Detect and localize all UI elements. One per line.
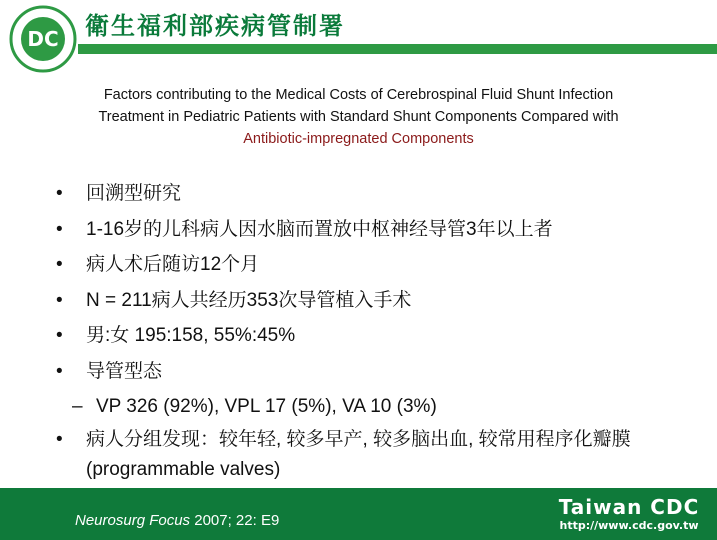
sub-bullet-text: VP 326 (92%), VPL 17 (5%), VA 10 (3%) — [96, 396, 437, 417]
bullet-marker: • — [56, 289, 63, 311]
bullet-marker: • — [56, 428, 63, 450]
slide-header — [0, 0, 717, 62]
logo-letters: DC — [27, 27, 59, 51]
org-name: 衛生福利部疾病管制署 — [85, 12, 345, 40]
citation-rest: 2007; 22: E9 — [190, 512, 280, 529]
bullet-item — [56, 283, 696, 319]
bullet-text: 病人分组发现：较年轻, 较多早产, 较多脑出血, 较常用程序化瓣膜(programmable valves) — [86, 428, 631, 480]
bullet-item — [56, 212, 696, 248]
citation-journal: Neurosurg Focus — [75, 512, 191, 529]
bullet-list — [56, 176, 696, 485]
bullet-text: 病人术后随访12个月 — [86, 254, 260, 275]
bullet-text: 男:女 195:158, 55%:45% — [86, 325, 296, 346]
cdc-logo-icon — [8, 4, 78, 74]
bullet-item — [56, 318, 696, 354]
bullet-marker: • — [56, 360, 63, 382]
bullet-marker: • — [56, 183, 63, 204]
brand-url: http://www.cdc.gov.tw — [559, 519, 699, 532]
bullet-text: 回溯型研究 — [86, 183, 182, 204]
bullet-text: 1-16岁的儿科病人因水脑而置放中枢神经导管3年以上者 — [86, 218, 553, 240]
bullet-text: N = 211病人共经历353次导管植入手术 — [86, 289, 412, 311]
bullet-text: 导管型态 — [86, 360, 163, 382]
brand-block — [547, 495, 711, 535]
bullet-item — [56, 247, 696, 283]
bullet-item — [56, 176, 696, 212]
header-rule — [78, 44, 717, 54]
bullet-marker: • — [56, 254, 63, 275]
title-line-3: Antibiotic-impregnated Components — [243, 131, 474, 147]
bullet-marker: • — [56, 218, 63, 240]
bullet-marker: • — [56, 325, 63, 346]
citation — [75, 512, 279, 529]
title-line-1: Factors contributing to the Medical Costs of Cerebrospinal Fluid Shunt Infection — [103, 87, 614, 103]
bullet-item — [56, 425, 696, 485]
bullet-item — [56, 354, 696, 390]
slide-title — [40, 84, 677, 150]
sub-bullet-marker: – — [72, 396, 83, 417]
title-line-2: Treatment in Pediatric Patients with Standard Shunt Components Compared with — [98, 109, 619, 125]
brand-name: Taiwan CDC — [558, 495, 700, 519]
sub-bullet-item — [56, 389, 696, 425]
